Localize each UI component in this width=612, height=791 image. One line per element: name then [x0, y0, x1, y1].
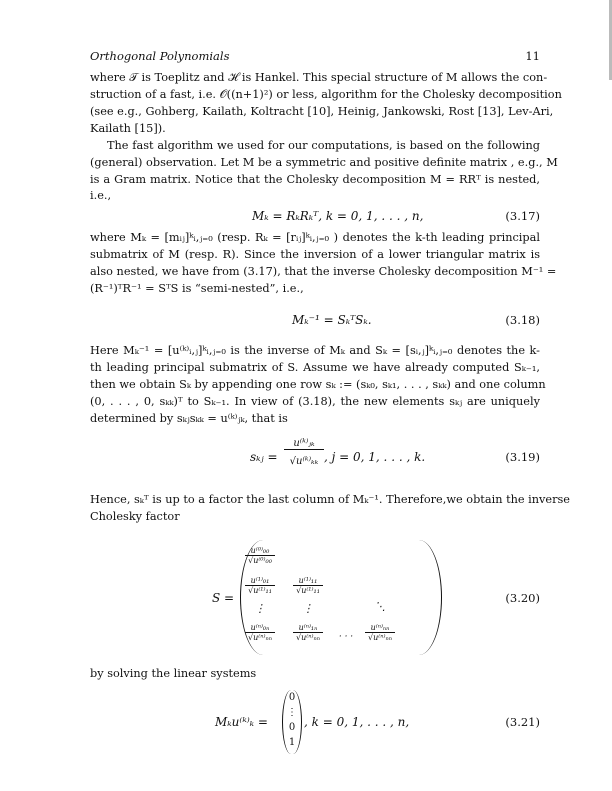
equation-3-17: Mₖ = RₖRₖᵀ, k = 0, 1, . . . , n, — [252, 209, 424, 223]
ddots: ⋱ — [374, 600, 386, 613]
equation-label-3-18: (3.18) — [505, 313, 540, 327]
vdots: ⋮ — [254, 602, 266, 615]
equation-rhs: , j = 0, 1, . . . , k. — [324, 450, 426, 464]
running-header-title: Orthogonal Polynomials — [90, 49, 230, 63]
text-line: by solving the linear systems — [90, 667, 257, 680]
page-number: 11 — [525, 49, 540, 63]
text-line: (see e.g., Gohberg, Kailath, Koltracht [10], Heinig, Jankowski, Rost [13], Lev-Ari, — [90, 105, 554, 118]
equation-label-3-21: (3.21) — [505, 715, 540, 729]
fraction-denominator: √u⁽ᵏ⁾ₖₖ — [289, 456, 319, 467]
equation-label-3-17: (3.17) — [505, 209, 540, 223]
vector-entry: 1 — [288, 737, 296, 748]
text-line: Hence, sₖᵀ is up to a factor the last column of Mₖ⁻¹. Therefore,we obtain the inverse — [90, 493, 570, 506]
unit-vector — [282, 690, 302, 754]
matrix-entry: $\frac{\text{u⁽ⁿ⁾ₙₙ}}{\text{√u⁽ⁿ⁾ₙₙ}}$ — [365, 623, 395, 642]
matrix-entry: $\frac{\text{u⁽ⁿ⁾₀ₙ}}{\text{√u⁽ⁿ⁾ₙₙ}}$ — [245, 623, 275, 642]
vdots: ⋮ — [302, 602, 314, 615]
text-line: submatrix of M (resp. R). Since the inversion of a lower triangular matrix is — [90, 248, 540, 261]
equation-label-3-19: (3.19) — [505, 450, 540, 464]
text-line: then we obtain Sₖ by appending one row sₖ := (sₖ₀, sₖ₁, . . . , sₖₖ) and one column — [90, 378, 546, 391]
text-line: struction of a fast, i.e. 𝒪((n+1)²) or less, algorithm for the Cholesky decomposition — [90, 88, 562, 101]
text-line: i.e., — [90, 189, 112, 202]
vector-entry: ⋮ — [287, 707, 297, 718]
text-line: (0, . . . , 0, sₖₖ)ᵀ to Sₖ₋₁. In view of (3.18), the new elements sₖⱼ are uniquely — [90, 395, 540, 408]
text-line: (general) observation. Let M be a symmetric and positive definite matrix , e.g., M — [90, 156, 558, 169]
equation-lhs: sₖⱼ = — [250, 450, 278, 464]
text-line: Kailath [15]). — [90, 122, 166, 135]
matrix-entry: $\frac{\text{u⁽ⁿ⁾₁ₙ}}{\text{√u⁽ⁿ⁾ₙₙ}}$ — [293, 623, 323, 642]
matrix-entry: $\frac{\text{u⁽¹⁾₁₁}}{\text{√u⁽¹⁾₁₁}}$ — [293, 576, 323, 595]
text-line: (R⁻¹)ᵀR⁻¹ = SᵀS is “semi-nested”, i.e., — [90, 282, 304, 295]
vector-entry: 0 — [288, 722, 296, 733]
matrix-entry: $\frac{\text{u⁽¹⁾₀₁}}{\text{√u⁽¹⁾₁₁}}$ — [245, 576, 275, 595]
text-line: The fast algorithm we used for our computations, is based on the following — [107, 139, 540, 152]
cdots: · · · — [338, 632, 354, 642]
matrix-entry: $\frac{\text{u⁽⁰⁾₀₀}}{\text{√u⁽⁰⁾₀₀}}$ — [245, 546, 275, 565]
text-line: th leading principal submatrix of S. Assume we have already computed Sₖ₋₁, — [90, 361, 540, 374]
vector-entry: 0 — [288, 692, 296, 703]
text-line: also nested, we have from (3.17), that the inverse Cholesky decomposition M⁻¹ = — [90, 265, 557, 278]
equation-3-20-lhs: S = — [212, 591, 235, 605]
text-line: Here Mₖ⁻¹ = [u⁽ᵏ⁾ᵢ,ⱼ]ᵏᵢ,ⱼ₌₀ is the inverse of Mₖ and Sₖ = [sᵢ,ⱼ]ᵏᵢ,ⱼ₌₀ denotes the k- — [90, 344, 540, 357]
text-line: Cholesky factor — [90, 510, 180, 523]
matrix-s — [240, 540, 442, 655]
equation-3-21-rhs: , k = 0, 1, . . . , n, — [304, 715, 410, 729]
text-line: where Mₖ = [mᵢⱼ]ᵏᵢ,ⱼ₌₀ (resp. Rₖ = [rᵢⱼ]ᵏᵢ,ⱼ₌₀ ) denotes the k-th leading principal — [90, 231, 540, 244]
equation-3-18: Mₖ⁻¹ = SₖᵀSₖ. — [292, 313, 372, 327]
text-line: is a Gram matrix. Notice that the Cholesky decomposition M = RRᵀ is nested, — [90, 173, 540, 186]
equation-label-3-20: (3.20) — [505, 591, 540, 605]
fraction-numerator: u⁽ᵏ⁾ⱼₖ — [284, 438, 324, 450]
equation-3-21-lhs: Mₖu⁽ᵏ⁾ₖ = — [215, 715, 268, 729]
text-line: determined by sₖⱼsₖₖ = u⁽ᵏ⁾ⱼₖ, that is — [90, 412, 288, 425]
text-line: where 𝒯 is Toeplitz and ℋ is Hankel. This special structure of M allows the con- — [90, 71, 548, 84]
